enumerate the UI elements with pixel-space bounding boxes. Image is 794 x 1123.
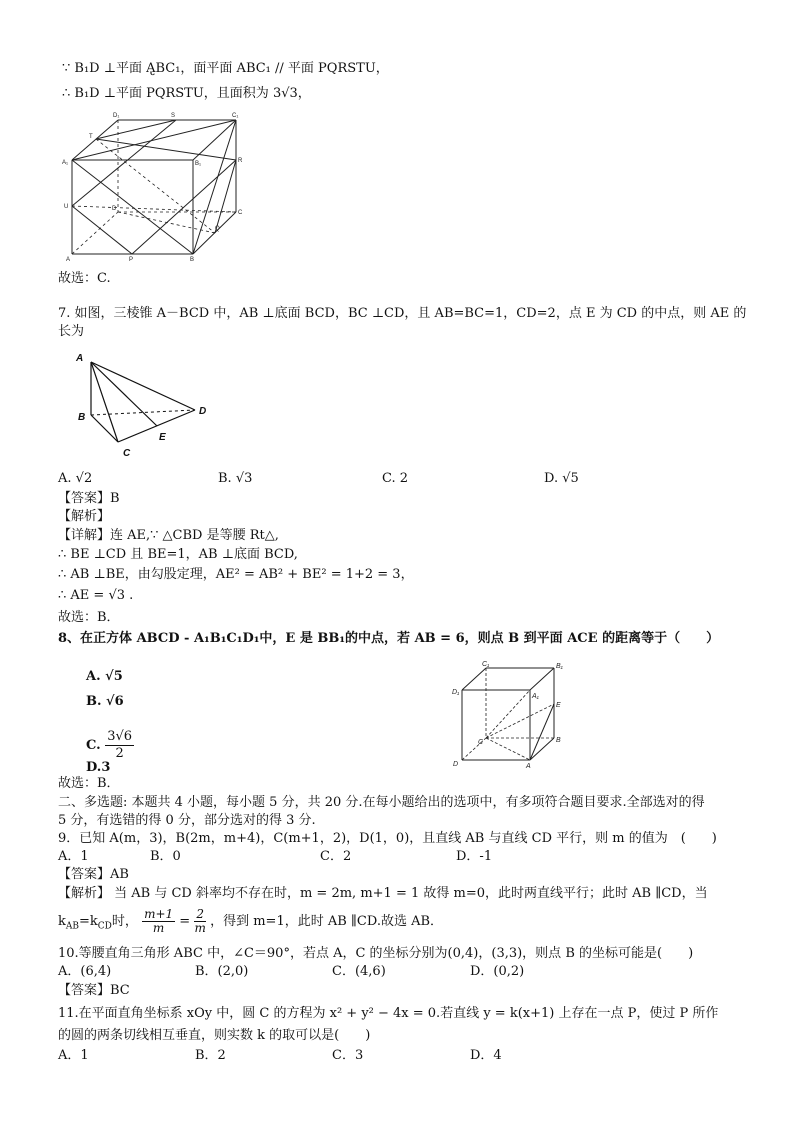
- q9-option-a: A．1: [58, 849, 89, 864]
- q8-label-D1: D₁: [452, 689, 460, 696]
- q8-label-D: D: [453, 761, 459, 768]
- q11-option-d: D．4: [470, 1048, 502, 1063]
- q11-option-b: B．2: [195, 1048, 226, 1063]
- q8-label-A: A: [526, 763, 531, 770]
- q9-option-d: D．-1: [456, 849, 493, 864]
- fig1-label-S: S: [171, 113, 176, 119]
- q8-option-a: A. √5: [86, 669, 123, 684]
- q11-option-a: A．1: [58, 1048, 89, 1063]
- q10-stem: 10.等腰直角三角形 ABC 中，∠C＝90°，若点 A，C 的坐标分别为(0,4)，(3,3)，则点 B 的坐标可能是( ): [58, 946, 694, 961]
- q11-stem-line1: 11.在平面直角坐标系 xOy 中，圆 C 的方程为 x² + y² − 4x = 0.若直线 y = k(x+1) 上存在一点 P，使过 P 所作: [58, 1006, 719, 1021]
- top-answer: 故选：C.: [58, 271, 111, 286]
- q7-option-b: B. √3: [218, 471, 253, 486]
- q9-analysis-2: $k_{AB}=k_{CD}$时， $\frac{m+1}{m}$ = $\frac{2}{m}$ ，得到 m=1，此时 AB ∥CD.故选 AB．: [58, 907, 444, 935]
- q7-pyramid-figure: [70, 348, 220, 460]
- fig1-label-A1: A₁: [62, 160, 69, 166]
- q8-label-C1: C₁: [482, 661, 490, 668]
- section2-line2: 5 分，有选错的得 0 分，部分选对的得 3 分.: [58, 813, 316, 828]
- q8-cube-figure: [450, 660, 575, 772]
- q11-option-c: C．3: [332, 1048, 364, 1063]
- q7-option-a: A. √2: [58, 471, 93, 486]
- q8-label-C: C: [478, 739, 484, 746]
- q9-analysis-1: 【解析】 当 AB 与 CD 斜率均不存在时，m = 2m, m+1 = 1 故得 m=0，此时两直线平行；此时 AB ∥CD，当: [58, 886, 708, 901]
- q10-answer: 【答案】BC: [58, 983, 130, 998]
- q8-label-E: E: [556, 702, 561, 709]
- q7-detail-4: ∴ AE = √3 .: [58, 588, 134, 603]
- q7-detail-1: 【详解】连 AE,∵ △CBD 是等腰 Rt△,: [58, 528, 279, 543]
- q7-detail-2: ∴ BE ⊥CD 且 BE=1，AB ⊥底面 BCD,: [58, 547, 298, 562]
- q7-stem-line1: 7. 如图，三棱锥 A－BCD 中，AB ⊥底面 BCD，BC ⊥CD，且 AB=BC=1，CD=2，点 E 为 CD 的中点，则 AE 的: [58, 306, 747, 321]
- q9-stem: 9．已知 A(m，3)，B(2m，m+4)，C(m+1，2)，D(1，0)，且直线 AB 与直线 CD 平行，则 m 的值为 ( ): [58, 831, 717, 846]
- q8-option-b: B. √6: [86, 694, 124, 709]
- q7-label-C: C: [123, 448, 131, 459]
- q7-detail-3: ∴ AB ⊥BE，由勾股定理，AE² = AB² + BE² = 1+2 = 3，: [58, 567, 414, 582]
- section2-line1: 二、多选题: 本题共 4 小题，每小题 5 分，共 20 分.在每小题给出的选项中，有多项符合题目要求.全部选对的得: [58, 795, 705, 810]
- fig1-label-D1: D₁: [113, 113, 120, 119]
- top-line-2: ∴ B₁D ⊥平面 PQRSTU，且面积为 3√3，: [62, 86, 311, 101]
- fig1-label-T: T: [89, 134, 93, 140]
- q8-stem: 8、在正方体 ABCD - A₁B₁C₁D₁中，E 是 BB₁的中点，若 AB = 6，则点 B 到平面 ACE 的距离等于（ ）: [58, 631, 720, 646]
- q10-option-d: D．(0,2): [470, 964, 525, 979]
- q7-answer: 【答案】B: [58, 491, 120, 506]
- q10-option-a: A．(6,4): [58, 964, 112, 979]
- q7-final: 故选：B．: [58, 610, 120, 625]
- fig1-label-Q: Q: [215, 226, 220, 232]
- fig1-label-B: B: [190, 257, 195, 263]
- fig1-label-C: C: [238, 210, 243, 216]
- fig1-label-B1: B₁: [195, 161, 202, 167]
- q8-final: 故选：B．: [58, 776, 120, 791]
- q9-answer: 【答案】AB: [58, 867, 129, 882]
- q8-label-B: B: [556, 737, 561, 744]
- q9-option-b: B．0: [150, 849, 181, 864]
- q8-label-A1: A₁: [532, 693, 539, 700]
- q10-option-c: C．(4,6): [332, 964, 386, 979]
- fig1-label-R: R: [238, 158, 243, 164]
- q7-analysis: 【解析】: [58, 509, 111, 524]
- q7-label-B: B: [78, 412, 86, 423]
- fig1-label-C1: C₁: [232, 113, 239, 119]
- top-line-1: ∵ B₁D ⊥平面 A̢BC₁，面平面 ABC₁ // 平面 PQRSTU，: [62, 61, 389, 76]
- q9-option-c: C．2: [320, 849, 352, 864]
- q8-option-c: C. $\frac{3√6}{2}$: [86, 729, 133, 761]
- q11-stem-line2: 的圆的两条切线相互垂直，则实数 k 的取可以是( ): [58, 1028, 371, 1043]
- fig1-label-P: P: [129, 257, 134, 263]
- q8-label-B1: B₁: [556, 663, 563, 670]
- fig1-label-U: U: [64, 204, 69, 210]
- q7-option-d: D. √5: [544, 471, 579, 486]
- q7-stem-line2: 长为: [58, 324, 85, 339]
- hexagon-section-figure: [58, 108, 250, 266]
- q7-label-E: E: [159, 432, 166, 443]
- q7-label-A: A: [76, 353, 84, 364]
- q7-label-D: D: [199, 406, 207, 417]
- fig1-label-D: D: [112, 206, 117, 212]
- q7-option-c: C. 2: [382, 471, 409, 486]
- q10-option-b: B．(2,0): [195, 964, 249, 979]
- q8-option-d: D.3: [86, 760, 111, 775]
- fig1-label-A: A: [66, 257, 71, 263]
